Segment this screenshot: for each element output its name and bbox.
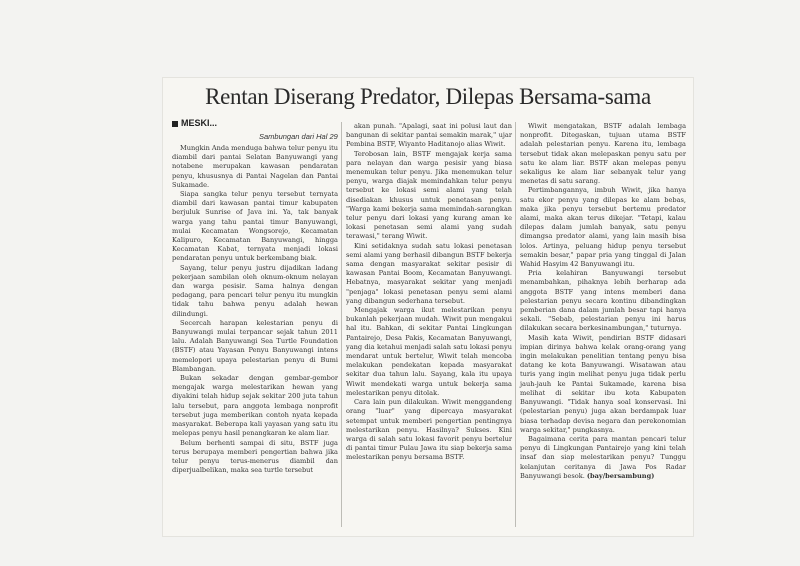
paragraph — [520, 435, 686, 481]
paragraph: Sayang, telur penyu justru dijadikan ladang pekerjaan sambilan oleh oknum-oknum nelayan dan warga pesisir. Sama halnya dengan pedagang, para pencari telur penyu itu mungkin tidak tahu bahwa penyu adalah hewan dilindungi. — [172, 263, 338, 318]
paragraph: Kini setidaknya sudah satu lokasi penetasan semi alami yang berhasil dibangun BSTF bekerja sama dengan masyarakat sekitar pesisir di kawasan Pantai Boom, Kecamatan Banyuwangi. Hebatnya, masyarakat sekitar yang menjadi "penjaga" lokasi penetasan penyu semi alami yang dibangun sederhana tersebut. — [346, 241, 512, 305]
article-column-1 — [172, 144, 338, 475]
kicker-text: MESKI... — [181, 118, 218, 128]
paragraph: Terobosan lain, BSTF mengajak kerja sama para nelayan dan warga pesisir yang biasa menemukan telur penyu. Jika menemukan telur penyu, warga diajak memindahkan telur penyu tersebut ke lokasi semi alami yang telah disediakan khusus untuk penetasan penyu. "Warga kami bekerja sama memindah-sarangkan telur penyu dari lokasi yang kurang aman ke lokasi penetasan semi alami yang sudah terawasi," terang Wiwit. — [346, 149, 512, 241]
paragraph: Wiwit mengatakan, BSTF adalah lembaga nonprofit. Ditegaskan, tujuan utama BSTF adalah pelestarian penyu. Karena itu, lembaga tersebut tidak akan melepaskan penyu satu per satu ke alam liar. BSTF akan melepas penyu sekaligus ke alam liar sebanyak telur yang menetas di satu sarang. — [520, 122, 686, 186]
paragraph: Secercah harapan kelestarian penyu di Banyuwangi mulai terpancar sejak tahun 2011 lalu. Adalah Banyuwangi Sea Turtle Foundation (BSTF) atau Yayasan Penyu Banyuwangi intens memelopori upaya pelestarian penyu di Bumi Blambangan. — [172, 318, 338, 373]
square-bullet-icon — [172, 121, 178, 127]
byline-credit: (bay/bersambung) — [586, 471, 655, 480]
paragraph: Mengajak warga ikut melestarikan penyu bukanlah pekerjaan mudah. Wiwit pun mengakui hal itu. Bahkan, di sekitar Pantai Lingkungan Pantairejo, Desa Pakis, Kecamatan Banyuwangi, yang dia ketahui menjadi salah satu lokasi penyu mendarat untuk bertelur, Wiwit telah mencoba melakukan pendekatan kepada masyarakat sekitar dua tahun lalu. Sayang, kala itu upaya Wiwit mendekati warga untuk bekerja sama melestarikan penyu ditolak. — [346, 306, 512, 397]
paragraph: akan punah. "Apalagi, saat ini polusi laut dan bangunan di sekitar pantai semakin marak," ujar Pembina BSTF, Wiyanto Haditanojo alias Wiwit. — [346, 122, 512, 149]
article-column-2 — [346, 122, 512, 463]
paragraph: Cara lain pun dilakukan. Wiwit menggandeng orang "luar" yang dipercaya masyarakat setempat untuk memberi pengertian pentingnya melestarikan penyu. Hasilnya? Sukses. Kini warga di salah satu lokasi favorit penyu bertelur di pantai timur Pulau Jawa itu siap bekerja sama melestarikan penyu bersama BSTF. — [346, 398, 512, 462]
paragraph: Mungkin Anda menduga bahwa telur penyu itu diambil dari pantai Selatan Banyuwangi yang notabene merupakan kawasan pendaratan penyu, khususnya di Pantai Nagelan dan Pantai Sukamade. — [172, 144, 338, 189]
paragraph: Masih kata Wiwit, pendirian BSTF didasari impian dirinya bahwa kelak orang-orang yang ingin melakukan penelitian tentang penyu bisa datang ke kota Banyuwangi. Wisatawan atau turis yang ingin melihat penyu juga tidak perlu jauh-jauh ke Pantai Sukamade, karena bisa melihat di sekitar ibu kota Kabupaten Banyuwangi. "Tidak hanya soal konservasi. Ini (pelestarian penyu) juga akan berdampak luar biasa terhadap devisa negara dan perekonomian warga sekitar," pungkasnya. — [520, 333, 686, 434]
paragraph: Siapa sangka telur penyu tersebut ternyata diambil dari kawasan pantai timur kabupaten berjuluk Sunrise of Java ini. Ya, tak banyak warga yang tahu pantai timur Banyuwangi, mulai Kecamatan Wongsorejo, Kecamatan Kalipuro, Kecamatan Banyuwangi, hingga Kecamatan Kabat, ternyata menjadi lokasi pendaratan penyu untuk berkembang biak. — [172, 190, 338, 263]
column-divider — [515, 122, 516, 527]
paragraph: Belum berhenti sampai di situ, BSTF juga terus berupaya memberi pengertian bahwa jika telur penyu terus-menerus diambil dan diperjualbelikan, maka sea turtle tersebut — [172, 438, 338, 475]
paragraph: Pria kelahiran Banyuwangi tersebut menambahkan, pihaknya lebih berharap ada anggota BSTF yang intens memberi dana pelestarian penyu secara kontinu dibandingkan pemberian dana dalam jumlah besar tapi hanya sekali. "Sebab, pelestarian penyu ini harus dilakukan secara berkesinambungan," tuturnya. — [520, 269, 686, 333]
paragraph: Bukan sekadar dengan gembar-gembor mengajak warga melestarikan hewan yang diyakini telah hidup sejak sekitar 200 juta tahun lalu tersebut, para anggota lembaga nonprofit tersebut juga memberikan contoh nyata kepada masyarakat. Beberapa kali yayasan yang satu itu melepas penyu hasil penangkaran ke alam liar. — [172, 374, 338, 438]
continuation-note: Sambungan dari Hal 29 — [259, 132, 338, 141]
paragraph: Pertimbangannya, imbuh Wiwit, jika hanya satu ekor penyu yang dilepas ke alam bebas, maka jika penyu tersebut bertemu predator alami, maka akan terus dikejar. "Tetapi, kalau dilepas dalam jumlah banyak, satu penyu dimangsa predator alami, yang lain masih bisa lolos. Artinya, peluang hidup penyu tersebut semakin besar," papar pria yang tinggal di Jalan Wahid Hasyim 42 Banyuwangi itu. — [520, 186, 686, 269]
newspaper-clipping — [163, 78, 693, 536]
article-column-3 — [520, 122, 686, 481]
kicker — [172, 118, 217, 128]
column-divider — [341, 122, 342, 527]
paragraph-text: Bagaimana cerita para mantan pencari telur penyu di Lingkungan Pantairejo yang kini telah insaf dan siap melestarikan penyu? Tunggu kelanjutan ceritanya di Jawa Pos Radar Banyuwangi besok. — [520, 434, 686, 480]
headline: Rentan Diserang Predator, Dilepas Bersama-sama — [205, 84, 651, 109]
